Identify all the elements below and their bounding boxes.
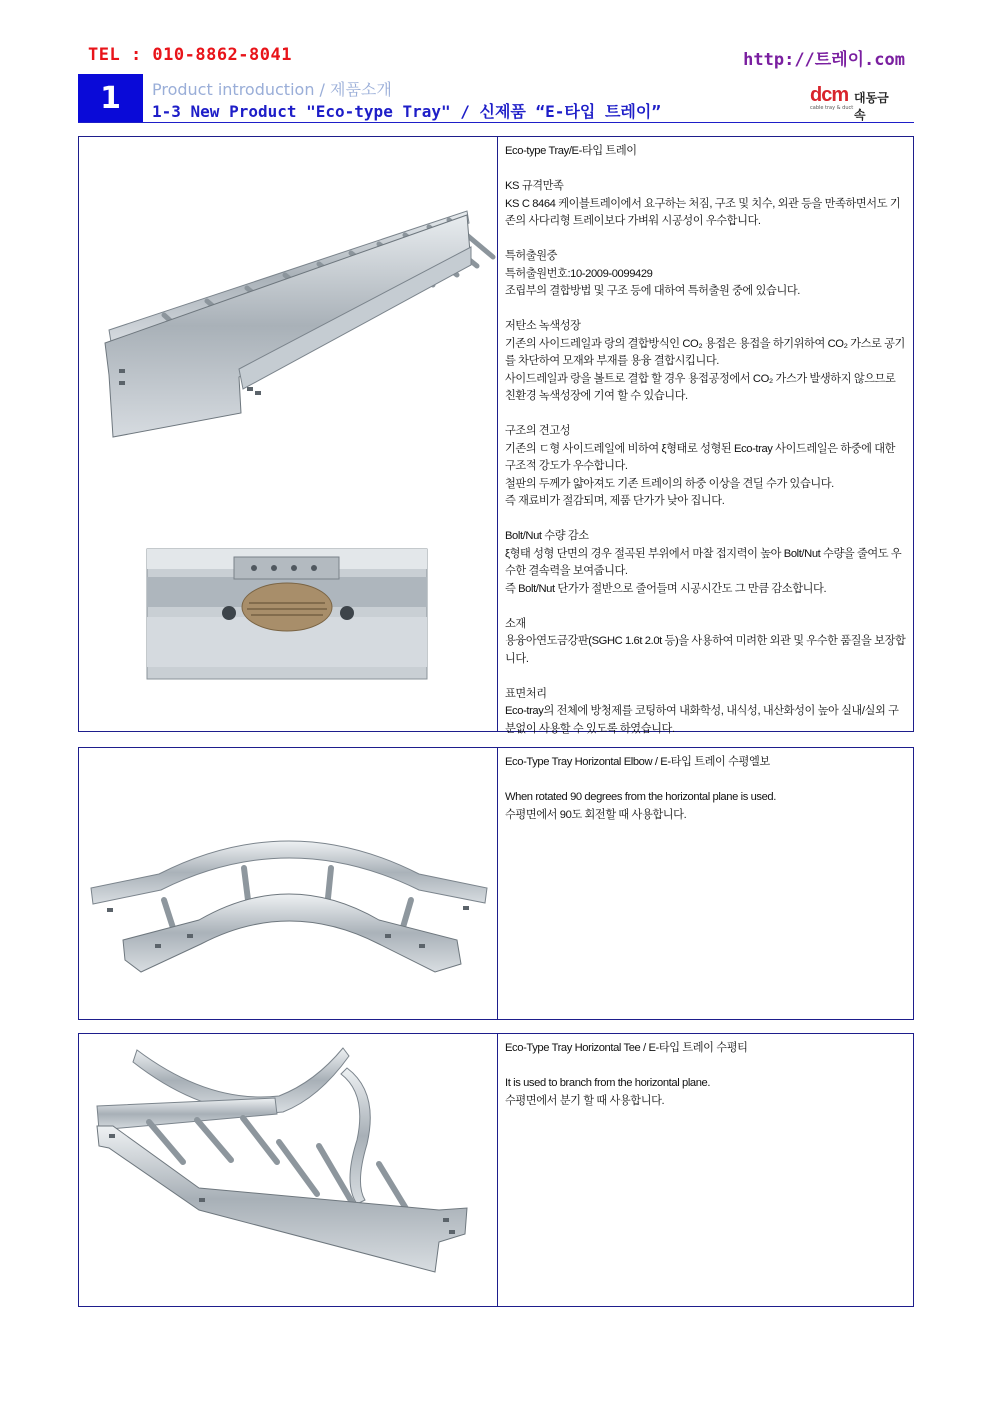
spec-body: KS C 8464 케이블트레이에서 요구하는 처짐, 구조 및 치수, 외관 등을 만족하면서도 기존의 사다리형 트레이보다 가벼워 시공성이 우수합니다. — [505, 197, 901, 227]
product-image-cell — [79, 137, 498, 731]
header-divider — [78, 122, 914, 123]
spec-body: ξ형태 성형 단면의 경우 절곡된 부위에서 마찰 접지력이 높아 Bolt/Nut 수량을 줄여도 우수한 결속력을 보여줍니다. 즉 Bolt/Nut 단가가 절반으로 줄어들며 시공시간도 그 만큼 감소합니다. — [505, 547, 902, 595]
spec-title: 특허출원중 — [505, 250, 558, 262]
spec-title: Bolt/Nut 수량 감소 — [505, 530, 589, 542]
spec-body: Eco-tray의 전체에 방청제를 코팅하여 내화학성, 내식성, 내산화성이 높아 실내/실외 구분없이 사용할 수 있도록 하였습니다. — [505, 705, 899, 735]
ladder-tray-image — [79, 137, 497, 733]
spec-title: 표면처리 — [505, 687, 547, 700]
spec-section — [505, 686, 907, 739]
phone-number: TEL : 010-8862-8041 — [88, 45, 292, 65]
elbow-tray-image — [79, 748, 497, 1021]
spec-section — [505, 248, 907, 301]
tee-tray-image — [79, 1034, 497, 1308]
logo-mark-text: dcm — [810, 84, 849, 106]
panel-heading: Eco-Type Tray Horizontal Elbow / E-타입 트레이 수평엘보 — [505, 756, 770, 768]
description-english: It is used to branch from the horizontal plane. — [505, 1077, 711, 1089]
panel-heading: Eco-type Tray/E-타입 트레이 — [505, 145, 637, 157]
product-description — [505, 1040, 907, 1110]
spec-body: 기존의 사이드레일과 랑의 결합방식인 CO₂ 용접은 용접을 하기위하여 CO₂ 가스로 공기를 차단하여 모재와 부재를 용융 결합시킵니다. 사이드레일과 랑을 볼트로 결합 할 경우 용접공정에서 CO₂ 가스가 발생하지 않으므로 친환경 녹색성장에 기여 할 수 있습니다. — [505, 337, 905, 402]
section-subtitle: Product introduction / 제품소개 — [152, 80, 392, 99]
spec-section — [505, 178, 907, 231]
logo-company-name: 대동금속 — [854, 91, 889, 122]
product-panel-tee — [78, 1033, 914, 1307]
spec-body: 특허출원번호:10-2009-0099429 조립부의 결합방법 및 구조 등에 대하여 특허출원 중에 있습니다. — [505, 267, 800, 297]
product-image-cell — [79, 748, 498, 1019]
product-description — [505, 143, 907, 738]
spec-section — [505, 423, 907, 511]
page-title: 1-3 New Product "Eco-type Tray" / 신제품 “E-타입 트레이” — [152, 102, 661, 121]
company-logo — [810, 84, 900, 122]
spec-section — [505, 616, 907, 669]
spec-title: KS 규격만족 — [505, 180, 564, 192]
logo-tagline: cable tray & duct — [810, 105, 854, 111]
section-number-badge: 1 — [78, 74, 143, 122]
description-korean: 수평면에서 분기 할 때 사용합니다. — [505, 1094, 665, 1107]
logo-mark — [810, 86, 848, 104]
panel-heading: Eco-Type Tray Horizontal Tee / E-타입 트레이 수평티 — [505, 1042, 748, 1054]
website-link[interactable]: http://트레이.com — [743, 50, 905, 70]
spec-title: 소재 — [505, 617, 526, 630]
product-description — [505, 754, 907, 824]
description-korean: 수평면에서 90도 회전할 때 사용합니다. — [505, 808, 687, 821]
spec-title: 구조의 견고성 — [505, 425, 571, 437]
spec-title: 저탄소 녹색성장 — [505, 320, 581, 332]
description-english: When rotated 90 degrees from the horizontal plane is used. — [505, 791, 776, 803]
product-image-cell — [79, 1034, 498, 1306]
spec-section — [505, 528, 907, 598]
spec-body: 용융아연도금강판(SGHC 1.6t 2.0t 등)을 사용하여 미려한 외관 및 우수한 품질을 보장합니다. — [505, 635, 906, 665]
product-panel-elbow — [78, 747, 914, 1020]
product-panel-eco-tray — [78, 136, 914, 735]
spec-body: 기존의 ㄷ형 사이드레일에 비하여 ξ형태로 성형된 Eco-tray 사이드레일은 하중에 대한 구조적 강도가 우수합니다. 철판의 두께가 얇아져도 기존 트레이의 하중 이상을 견딜 수가 있습니다. 즉 재료비가 절감되며, 제품 단가가 낮아 집니다. — [505, 442, 896, 507]
spec-section — [505, 318, 907, 406]
